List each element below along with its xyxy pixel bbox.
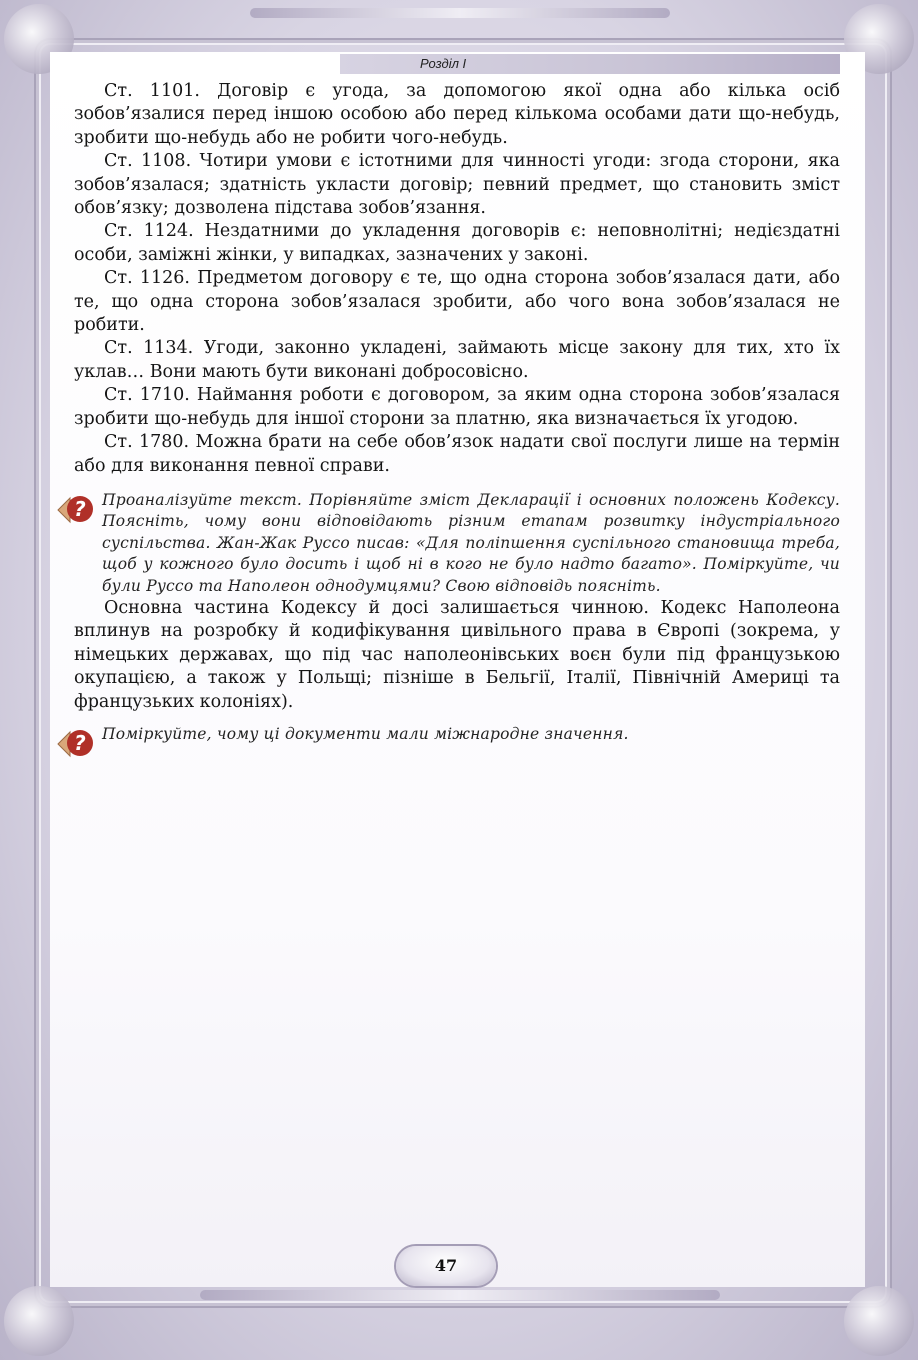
question-text-2: Поміркуйте, чому ці документи мали міжнародне значення. <box>102 724 629 743</box>
article-1126: Ст. 1126. Предметом договору є те, що одна сторона зобов’язалася дати, або те, що одна сторона зобов’язалася зробити, або чого вона зобов’язалася не робити. <box>74 268 840 336</box>
question-block-2 <box>74 724 840 755</box>
svg-text:?: ? <box>74 730 86 755</box>
section-label: Розділ І <box>420 56 467 71</box>
bottom-ornament <box>200 1290 720 1300</box>
corner-ornament-bottom-right <box>844 1286 914 1356</box>
page-number: 47 <box>434 1256 458 1275</box>
question-block-1 <box>74 490 840 597</box>
svg-text:?: ? <box>74 496 86 521</box>
paragraph-code-influence: Основна частина Кодексу й досі залишається чинною. Кодекс Наполеона вплинув на розробку й кодифікування цивільного права в Європі (зокрема, у німецьких державах, що під час наполеонівських воєн були під французькою окупацією, а також у Польщі; пізніше в Бельгії, Італії, Північній Америці та французьких колоніях). <box>74 597 840 712</box>
question-mark-icon <box>56 724 96 762</box>
article-1780: Ст. 1780. Можна брати на себе обов’язок надати свої послуги лише на термін або для виконання певної справи. <box>74 432 840 476</box>
section-header <box>340 54 840 74</box>
top-ornament <box>250 8 670 18</box>
question-text-1: Проаналізуйте текст. Порівняйте зміст Декларації і основних положень Кодексу. Поясніть, чому вони відповідають різним етапам розвитку індустріального суспільства. Жан-Жак Руссо писав: «Для поліпшення суспільного становища треба, щоб у кожного було досить і щоб ні в кого не було надто багато». Поміркуйте, чи були Руссо та Наполеон однодумцями? Свою відповідь поясніть. <box>102 490 840 595</box>
corner-ornament-bottom-left <box>4 1286 74 1356</box>
page-number-badge <box>396 1246 496 1286</box>
article-1710: Ст. 1710. Наймання роботи є договором, за яким одна сторона зобов’язалася зробити що-небудь для іншої сторони за платню, яка визначається їх угодою. <box>74 385 840 429</box>
question-mark-icon <box>56 490 96 528</box>
article-1124: Ст. 1124. Нездатними до укладення договорів є: неповнолітні; недієздатні особи, заміжні жінки, у випадках, зазначених у законі. <box>74 221 840 265</box>
main-content <box>74 80 840 755</box>
article-1101: Ст. 1101. Договір є угода, за допомогою якої одна або кілька осіб зобов’язалися перед іншою особою або перед кількома особами дати що-небудь, зробити що-небудь або не робити чого-небудь. <box>74 81 840 148</box>
article-1134: Ст. 1134. Угоди, законно укладені, займають місце закону для тих, хто їх уклав… Вони мають бути виконані добросовісно. <box>74 338 840 382</box>
article-1108: Ст. 1108. Чотири умови є істотними для чинності угоди: згода сторони, яка зобов’язалася; здатність укласти договір; певний предмет, що становить зміст обов’язку; дозволена підстава зобов’язання. <box>74 151 840 219</box>
